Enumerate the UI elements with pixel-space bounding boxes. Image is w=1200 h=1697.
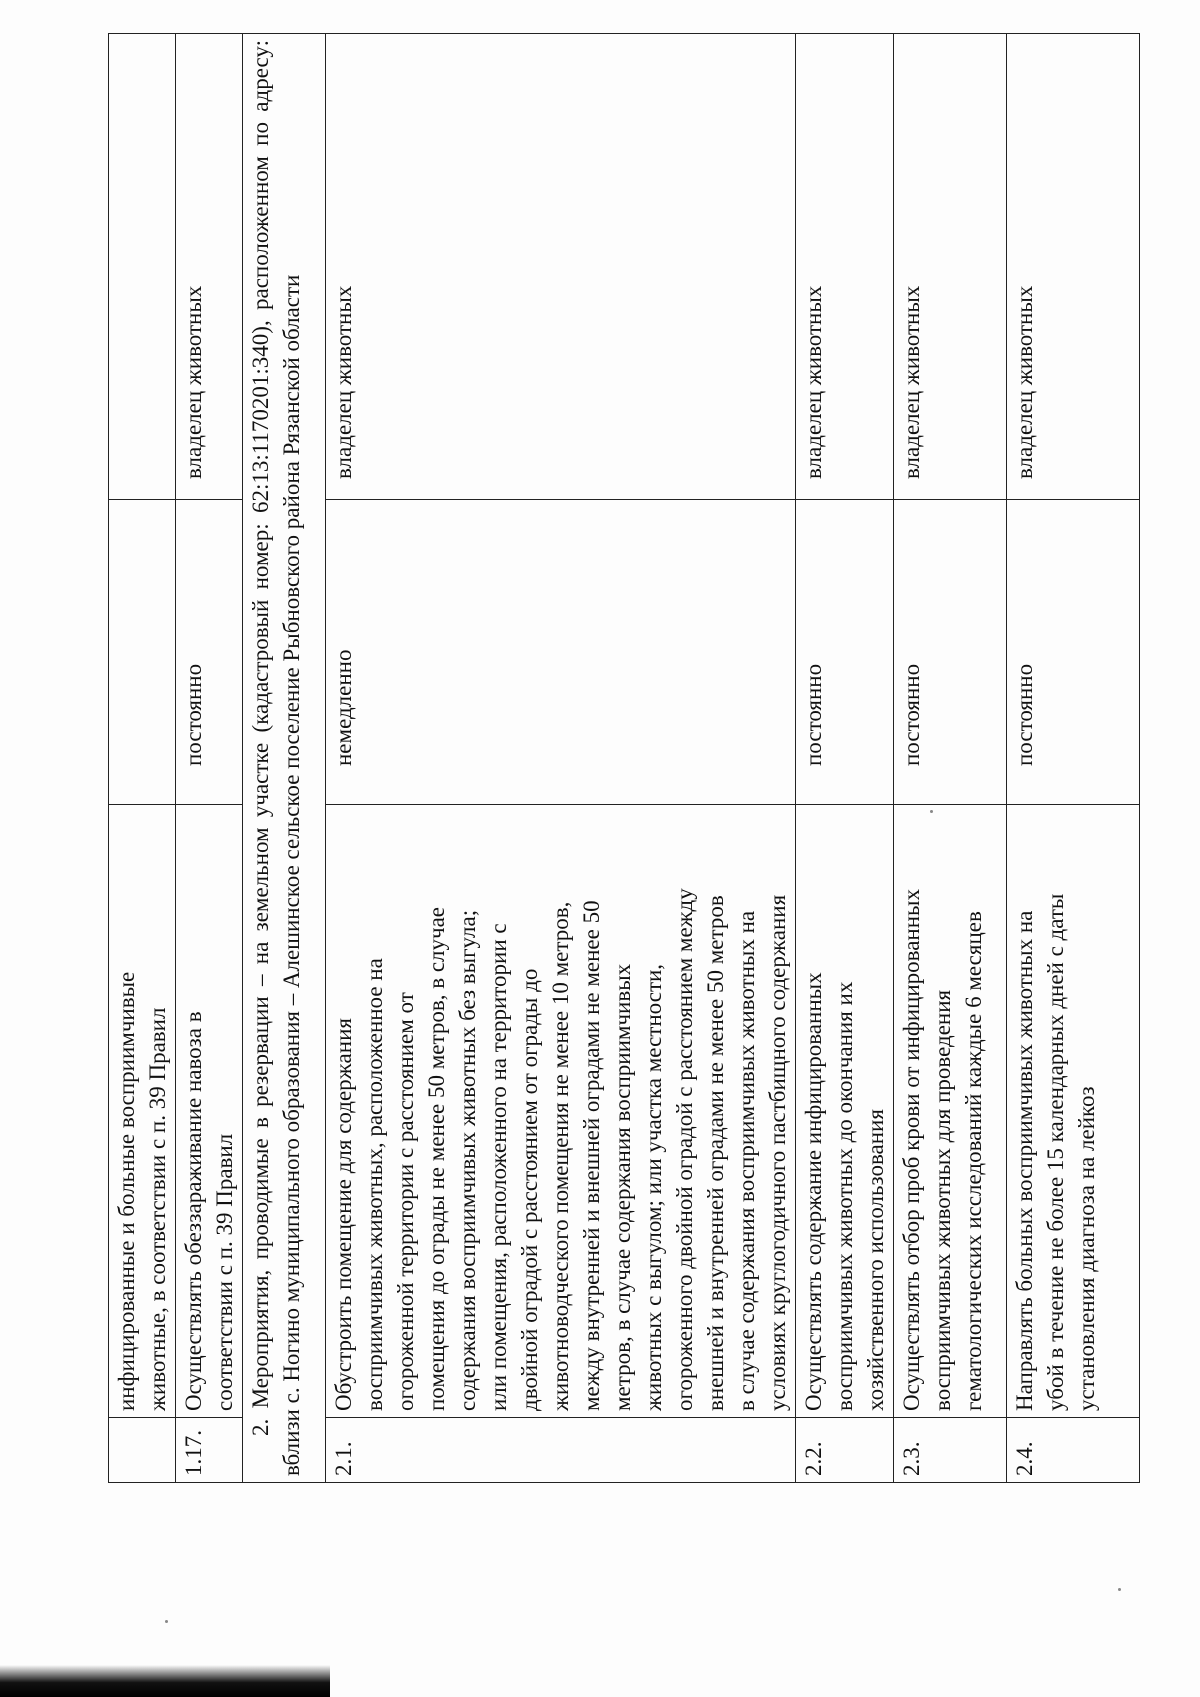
responsible-cell: владелец животных — [1007, 34, 1140, 500]
action-line: содержания восприимчивых животных без выгула; — [455, 909, 480, 1411]
term-cell: постоянно — [796, 500, 894, 805]
action-line: Осуществлять обеззараживание навоза в — [181, 1011, 206, 1411]
action-line: соответствии с п. 39 Правил — [212, 1133, 237, 1411]
responsible-cell: владелец животных — [176, 34, 243, 500]
row-number: 2.4. — [1007, 1418, 1140, 1483]
table-row — [894, 34, 1007, 1483]
row-number: 2.1. — [326, 1418, 796, 1483]
responsible-cell: владелец животных — [326, 34, 796, 500]
term-cell: немедленно — [326, 500, 796, 805]
row-number: 1.17. — [176, 1418, 243, 1483]
action-line: восприимчивых животных, расположенное на — [362, 958, 387, 1411]
action-line: восприимчивых животных для проведения — [930, 989, 955, 1411]
action-line: животноводческого помещения не менее 10 метров, — [548, 901, 573, 1411]
table-row — [1007, 34, 1140, 1483]
action-line: огороженной территории с расстоянием от — [393, 992, 418, 1411]
scan-speck — [930, 810, 933, 813]
action-line: убой в течение не более 15 календарных дней с даты — [1043, 893, 1068, 1411]
action-line: Направлять больных восприимчивых животных на — [1012, 910, 1037, 1411]
term-cell: постоянно — [176, 500, 243, 805]
table-row — [109, 34, 176, 1483]
action-cell — [326, 805, 796, 1418]
measures-table — [108, 33, 1140, 1483]
row-number: 2.2. — [796, 1418, 894, 1483]
scan-speck — [165, 1620, 168, 1623]
section-heading-row — [243, 34, 326, 1483]
scan-speck — [1118, 1588, 1121, 1591]
table-row — [796, 34, 894, 1483]
action-line: или помещения, расположенного на территории с — [486, 923, 511, 1411]
action-line: восприимчивых животных до окончания их — [832, 981, 857, 1411]
action-line: установления диагноза на лейкоз — [1074, 1086, 1099, 1411]
table-row — [176, 34, 243, 1483]
action-line: метров, в случае содержания восприимчивых — [610, 963, 635, 1411]
action-line: помещения до ограды не менее 50 метров, в случае — [424, 907, 449, 1411]
action-line: между внутренней и внешней оградами не менее 50 — [579, 900, 604, 1411]
responsible-cell: владелец животных — [894, 34, 1007, 500]
row-number: 2.3. — [894, 1418, 1007, 1483]
action-line: внешней и внутренней оградами не менее 50 метров — [703, 895, 728, 1411]
action-cell — [1007, 805, 1140, 1418]
action-line: условиях круглогодичного пастбищного содержания — [765, 894, 790, 1411]
responsible-cell: владелец животных — [796, 34, 894, 500]
action-line: гематологических исследований каждые 6 месяцев — [961, 911, 986, 1411]
action-line: Осуществлять содержание инфицированных — [801, 972, 826, 1411]
action-cell — [796, 805, 894, 1418]
action-line: хозяйственного использования — [863, 1109, 888, 1411]
action-cell — [176, 805, 243, 1418]
table-row — [326, 34, 796, 1483]
term-cell: постоянно — [894, 500, 1007, 805]
row-number — [109, 1418, 176, 1483]
action-cell — [894, 805, 1007, 1418]
responsible-cell — [109, 34, 176, 500]
action-cell — [109, 805, 176, 1418]
action-line: огороженного двойной оградой с расстоянием между — [672, 888, 697, 1411]
action-line: Осуществлять отбор проб крови от инфицированных — [899, 888, 924, 1411]
action-line: животные, в соответствии с п. 39 Правил — [145, 1007, 170, 1411]
term-cell: постоянно — [1007, 500, 1140, 805]
action-line: инфицированные и больные восприимчивые — [114, 971, 139, 1411]
action-line: двойной оградой с расстоянием от ограды до — [517, 968, 542, 1411]
rotated-table-container — [108, 33, 1200, 1483]
action-line: Обустроить помещение для содержания — [331, 1018, 356, 1411]
action-line: в случае содержания восприимчивых животных на — [734, 910, 759, 1411]
term-cell — [109, 500, 176, 805]
section-2-heading: 2. Мероприятия, проводимые в резервации – на земельном участке (кадастровый номер: 62:13:1170201:340), расположенном по адресу: вблизи с. Ногино муниципального образования – Алешинское сельское поселение Рыбновского района Рязанской области — [243, 34, 326, 1483]
scan-edge-shadow — [0, 1665, 330, 1697]
action-line: животных с выгулом; или участка местности, — [641, 963, 666, 1411]
